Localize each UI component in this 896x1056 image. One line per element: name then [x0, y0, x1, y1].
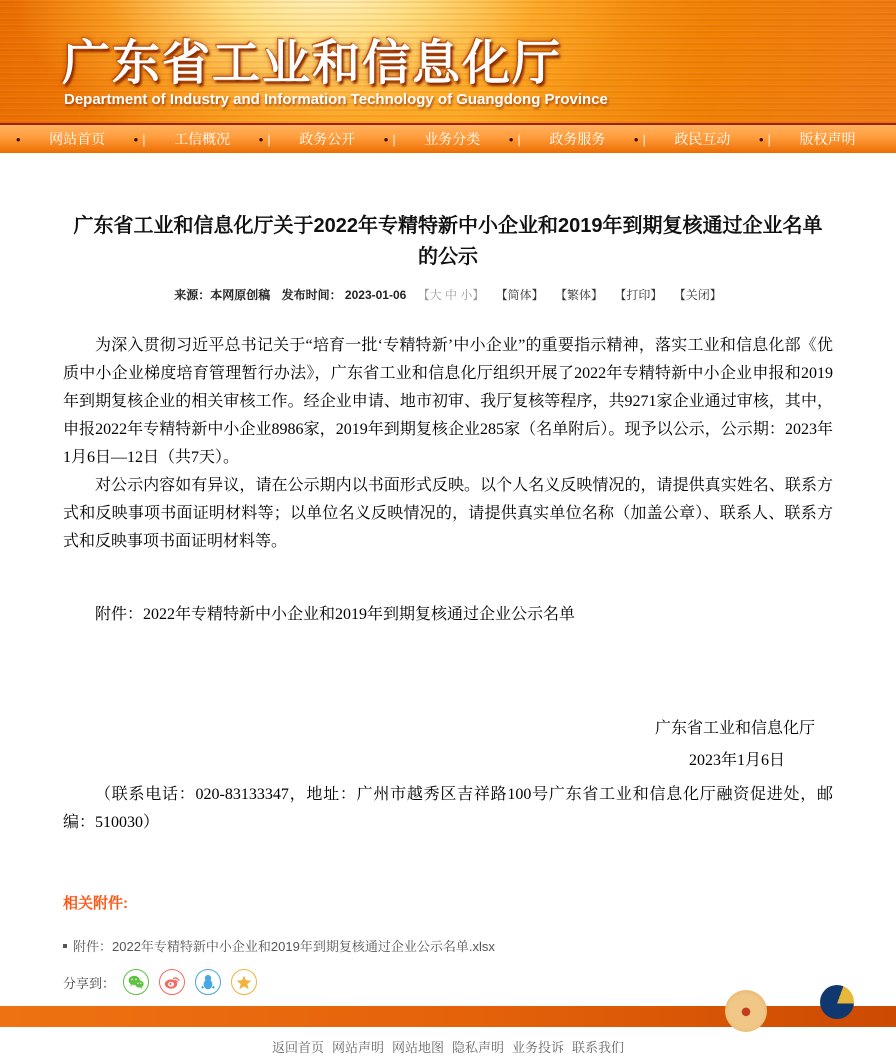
share-row	[63, 969, 833, 995]
nav-item-6[interactable]: 政民互动	[674, 131, 731, 147]
share-label: 分享到：	[63, 975, 116, 991]
footer-link-2[interactable]: 网站声明	[331, 1040, 384, 1055]
meta-source: 来源：本网原创稿	[174, 288, 271, 302]
nav-bullet-icon: •	[633, 131, 639, 147]
site-title: 广东省工业和信息化厅	[62, 37, 563, 90]
print-link[interactable]: 【打印】	[614, 288, 663, 302]
footer-link-1[interactable]: 返回首页	[271, 1040, 324, 1055]
footer-link-4[interactable]: 隐私声明	[452, 1040, 505, 1055]
footer-link-3[interactable]: 网站地图	[391, 1040, 444, 1055]
footer-link-6[interactable]: 联系我们	[572, 1040, 625, 1055]
nav-bullet-icon: •	[258, 131, 264, 147]
font-size-switch[interactable]: 【大 中 小】	[417, 288, 485, 302]
attachment-list-item	[63, 936, 833, 955]
attachment-download-link[interactable]: 附件：2022年专精特新中小企业和2019年到期复核通过企业公示名单.xlsx	[73, 939, 495, 954]
nav-item-4[interactable]: 业务分类	[424, 131, 481, 147]
nav-bullet-icon: •	[383, 131, 389, 147]
contact-info: （联系电话：020-83133347，地址：广州市越秀区吉祥路100号广东省工业和信息化厅融资促进处，邮编：510030）	[63, 786, 833, 831]
main-nav	[0, 123, 896, 153]
nav-bullet-icon: •	[758, 131, 764, 147]
simplified-link[interactable]: 【简体】	[495, 288, 544, 302]
nav-separator: |	[142, 131, 146, 147]
qzone-share-icon[interactable]	[231, 969, 257, 995]
article-content	[0, 211, 896, 1006]
nav-bullet-icon: •	[133, 131, 139, 147]
nav-separator: |	[392, 131, 396, 147]
paragraph-2: 对公示内容如有异议，请在公示期内以书面形式反映。以个人名义反映情况的，请提供真实姓名、联系方式和反映事项书面证明材料等；以单位名义反映情况的，请提供真实单位名称（加盖公章）、联系人、联系方式和反映事项书面证明材料等。	[63, 477, 833, 550]
related-attachments-heading: 相关附件:	[63, 895, 128, 912]
paragraph-1: 为深入贯彻习近平总书记关于“培育一批‘专精特新’中小企业”的重要指示精神，落实工业和信息化部《优质中小企业梯度培育管理暂行办法》，广东省工业和信息化厅组织开展了2022年专精特新中小企业申报和2019年到期复核企业的相关审核工作。经企业申请、地市初审、我厅复核等程序，共9271家企业通过审核，其中，申报2022年专精特新中小企业8986家，2019年到期复核企业285家（名单附后）。现予以公示，公示期：2023年1月6日—12日（共7天）。	[63, 337, 833, 466]
nav-separator: |	[267, 131, 271, 147]
traditional-link[interactable]: 【繁体】	[555, 288, 604, 302]
square-bullet-icon	[63, 944, 67, 948]
government-star-badge	[820, 985, 854, 1019]
article-title: 广东省工业和信息化厅关于2022年专精特新中小企业和2019年到期复核通过企业名单的公示	[73, 215, 823, 268]
meta-publish-time: 发布时间： 2023-01-06	[281, 288, 407, 302]
site-subtitle: Department of Industry and Information Technology of Guangdong Province	[64, 91, 608, 108]
nav-bullet-icon: •	[16, 131, 21, 147]
wechat-share-icon[interactable]	[123, 969, 149, 995]
weibo-share-icon[interactable]	[159, 969, 185, 995]
site-emblem-badge	[725, 990, 767, 1032]
footer-links	[0, 1037, 896, 1056]
nav-separator: |	[517, 131, 521, 147]
article-body	[63, 332, 833, 629]
nav-item-3[interactable]: 政务公开	[299, 131, 356, 147]
nav-separator: |	[767, 131, 771, 147]
attachment-line: 附件：2022年专精特新中小企业和2019年到期复核通过企业公示名单	[95, 606, 576, 623]
signature-org: 广东省工业和信息化厅	[654, 720, 815, 737]
nav-bullet-icon: •	[508, 131, 514, 147]
site-banner	[0, 0, 896, 123]
nav-item-2[interactable]: 工信概况	[174, 131, 231, 147]
nav-item-1[interactable]: 网站首页	[49, 131, 106, 147]
close-link[interactable]: 【关闭】	[673, 288, 722, 302]
qq-share-icon[interactable]	[195, 969, 221, 995]
signature-date: 2023年1月6日	[688, 752, 785, 769]
nav-separator: |	[642, 131, 646, 147]
article-meta	[63, 286, 833, 303]
nav-item-7[interactable]: 版权声明	[799, 131, 856, 147]
nav-item-5[interactable]: 政务服务	[549, 131, 606, 147]
footer-link-5[interactable]: 业务投诉	[512, 1040, 565, 1055]
